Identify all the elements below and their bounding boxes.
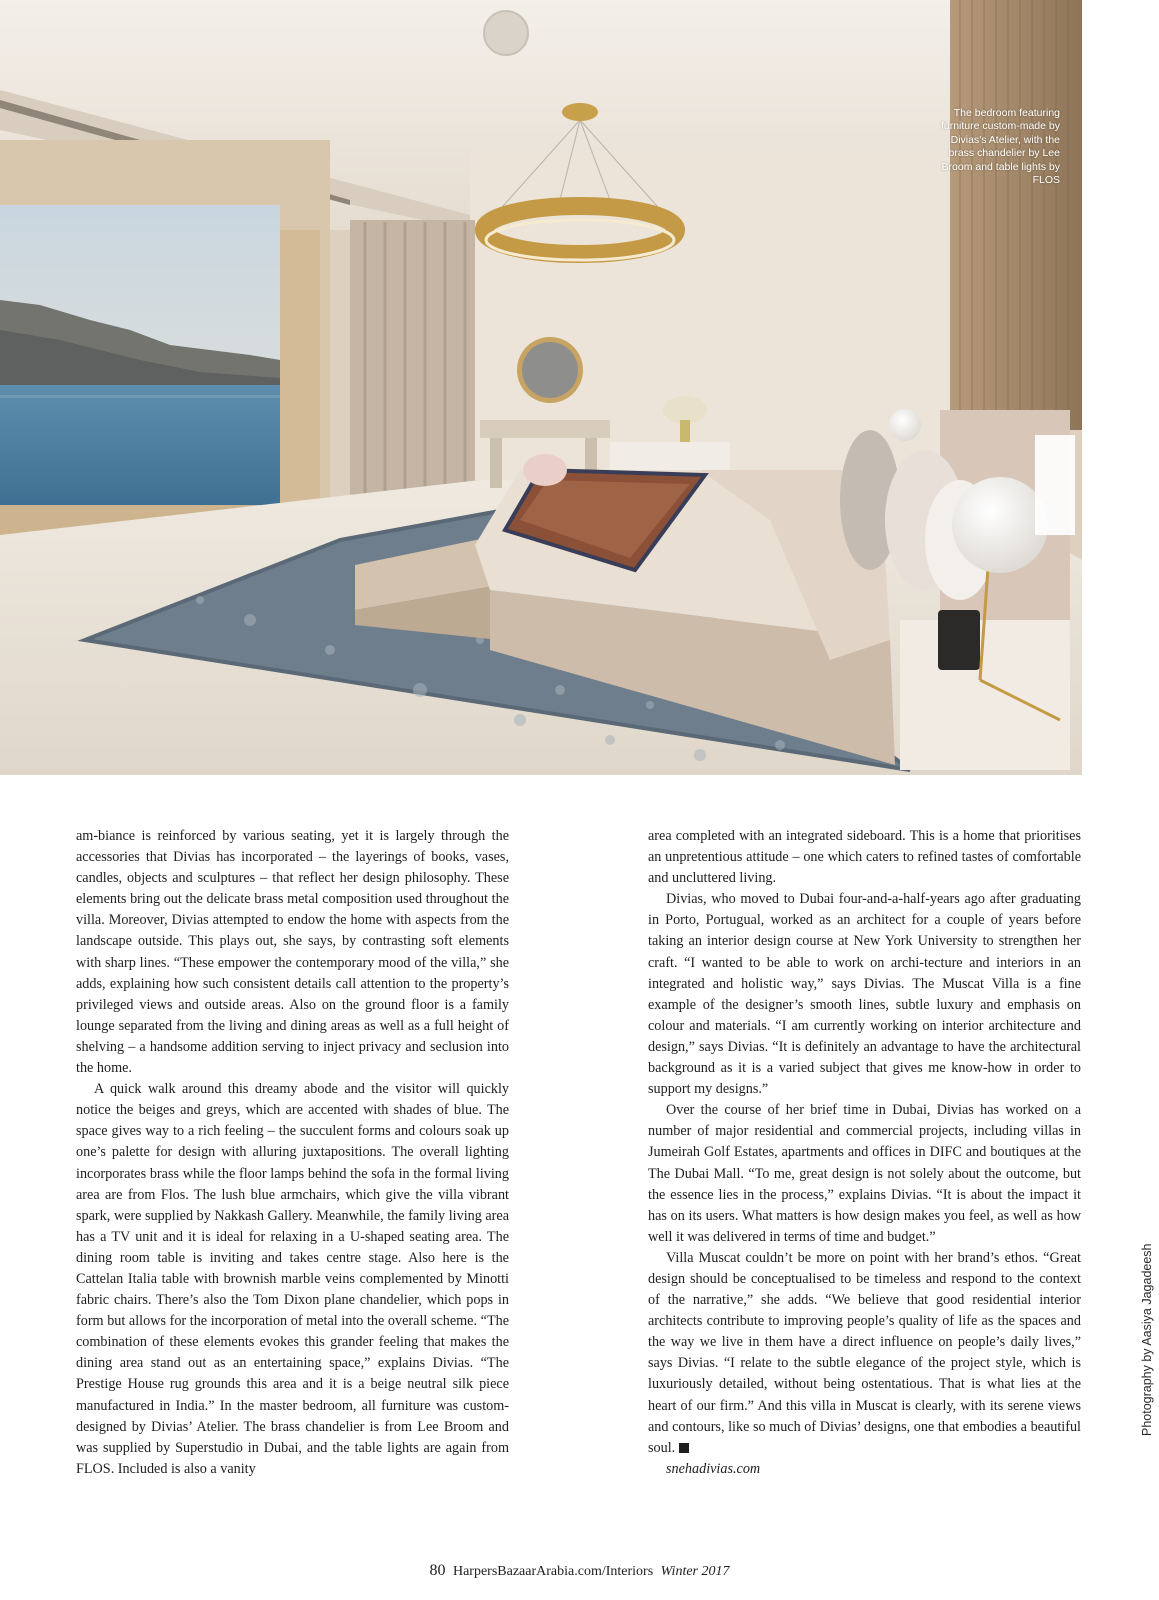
- page-number: 80: [429, 1562, 446, 1579]
- end-mark-icon: [679, 1443, 689, 1453]
- paragraph: Over the course of her brief time in Dubai, Divias has worked on a number of major residential and commercial projects, including villas in Jumeirah Golf Estates, apartments and offices in DIFC and boutiques at the The Dubai Mall. “To me, great design is not solely about the outcome, but the essence lies in the process,” explains Divias. “It is about the impact it has on its users. What matters is how design makes you feel, as well as how well it was delivered in terms of time and budget.”: [648, 1102, 1081, 1245]
- bedroom-photo: [0, 0, 1082, 775]
- issue-label: Winter 2017: [660, 1564, 730, 1579]
- article-column-right: [648, 826, 1081, 1480]
- article-column-left: [76, 826, 509, 1480]
- paragraph-final-text: Villa Muscat couldn’t be more on point with her brand’s ethos. “Great design should be conceptualised to be timeless and respond to the context of the narrative,” she adds. “We believe that good residential interior architects contribute to improving people’s quality of life as the spaces and the way we live in them have a direct influence on people’s daily lives,” says Divias. “I relate to the subtle elegance of the project style, which is luxuriously detailed, without being ostentatious. That is what lies at the heart of our firm.” And this villa in Muscat is clearly, with its serene views and contours, like so much of Divias’ designs, one that embodies a beautiful soul.: [648, 1249, 1081, 1456]
- bedroom-illustration: [0, 0, 1082, 775]
- photo-caption: The bedroom featuring furniture custom-made by Divias's Atelier, with the brass chandelier by Lee Broom and table lights by FLOS: [940, 107, 1060, 187]
- paragraph: am-biance is reinforced by various seating, yet it is largely through the accessories that Divias has incorporated – the layerings of books, vases, candles, objects and sculptures – that reflect her design philosophy. These elements bring out the delicate brass metal composition used throughout the villa. Moreover, Divias attempted to endow the home with aspects from the landscape outside. This plays out, she says, by contrasting soft elements with sharp lines. “These empower the contemporary mood of the villa,” she adds, explaining how such consistent details call attention to the property’s privileged views and outside areas. Also on the ground floor is a family lounge separated from the living and dining areas as well as a full height of shelving – a handsome addition serving to inject privacy and seclusion into the home.: [76, 828, 509, 1077]
- paragraph: Divias, who moved to Dubai four-and-a-half-years ago after graduating in Porto, Portugual, worked as an architect for a couple of years before taking an interior design course at New York University to strengthen her craft. “I wanted to be able to work on archi-tecture and interiors in an integrated and holistic way,” says Divias. The Muscat Villa is a fine example of the designer’s smooth lines, subtle luxury and emphasis on colour and materials. “I am currently working on interior architecture and design,” says Divias. “It is definitely an advantage to have the architectural background as it is a varied subject that gives me know-how in order to support my designs.”: [648, 891, 1081, 1098]
- page-footer: [0, 1562, 1159, 1580]
- website-signoff: snehadivias.com: [666, 1460, 761, 1477]
- photo-credit: Photography by Aasiya Jagadeesh: [1140, 1243, 1154, 1436]
- publication-name: HarpersBazaarArabia.com/Interiors: [452, 1564, 654, 1579]
- paragraph-final: [648, 1248, 1081, 1459]
- paragraph: area completed with an integrated sideboard. This is a home that prioritises an unpretentious attitude – one which caters to refined tastes of comfortable and uncluttered living.: [648, 828, 1081, 887]
- paragraph: A quick walk around this dreamy abode and the visitor will quickly notice the beiges and greys, which are accented with shades of blue. The space gives way to a rich feeling – the succulent forms and colours soak up one’s palette for design with alluring juxtapositions. The overall lighting incorporates brass while the floor lamps behind the sofa in the formal living area are from Flos. The lush blue armchairs, which give the villa vibrant spark, were supplied by Nakkash Gallery. Meanwhile, the family living area has a TV unit and it is ideal for relaxing in a U-shaped seating area. The dining room table is inviting and takes centre stage. Also here is the Cattelan Italia table with brownish marble veins complemented by Minotti fabric chairs. There’s also the Tom Dixon plane chandelier, which pops in form but allows for the incorporation of metal into the overall scheme. “The combination of these elements evokes this grander feeling that makes the dining area stand out as an entertaining space,” explains Divias. “The Prestige House rug grounds this area and it is a beige neutral silk piece manufactured in India.” In the master bedroom, all furniture was custom-designed by Divias’ Atelier. The brass chandelier is from Lee Broom and was supplied by Superstudio in Dubai, and the table lights are again from FLOS. Included is also a vanity: [76, 1081, 509, 1477]
